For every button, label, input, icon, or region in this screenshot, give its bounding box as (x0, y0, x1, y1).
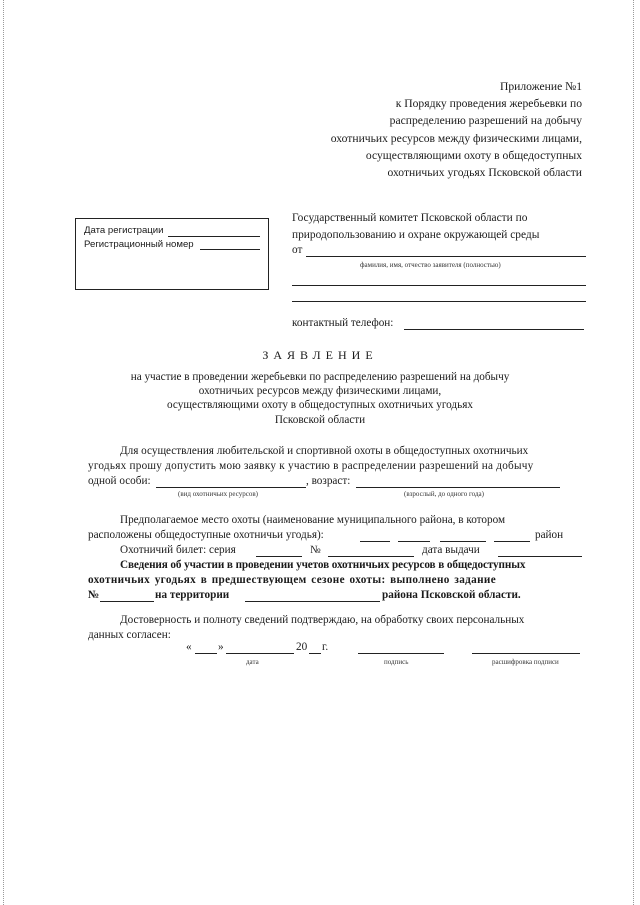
district-field-3[interactable] (440, 541, 486, 542)
consent-line1: Достоверность и полноту сведений подтверждаю, на обработку своих персональных (120, 614, 525, 626)
registration-date-label: Дата регистрации (84, 225, 164, 236)
appendix-line: охотничьих угодьях Псковской области (387, 166, 582, 180)
subtitle-line: на участие в проведении жеребьевки по распределению разрешений на добычу (130, 371, 510, 383)
registration-date-field[interactable] (168, 236, 260, 237)
ticket-series-field[interactable] (256, 556, 302, 557)
subtitle-line: Псковской области (274, 413, 366, 426)
applicant-name-field[interactable] (306, 256, 586, 257)
date-month-field[interactable] (226, 653, 294, 654)
appendix-line: осуществляющими охоту в общедоступных (365, 148, 582, 162)
from-label: от (292, 244, 303, 256)
subtitle-line: осуществляющими охоту в общедоступных охотничьих угодьях (167, 399, 473, 412)
district-label: район (535, 529, 564, 541)
registration-number-field[interactable] (200, 249, 260, 250)
phone-label: контактный телефон: (292, 317, 394, 329)
registration-box (75, 218, 269, 290)
consent-line2: данных согласен: (88, 629, 171, 641)
signature-field[interactable] (358, 653, 444, 654)
addressee-line: природопользованию и охране окружающей среды (292, 229, 540, 241)
applicant-name-field-2[interactable] (292, 285, 586, 286)
date-caption: дата (246, 658, 259, 666)
census-task-number-field[interactable] (100, 601, 154, 602)
age-caption: (взрослый, до одного года) (404, 490, 484, 498)
date-day-field[interactable] (195, 653, 217, 654)
date-year-suffix: г. (322, 641, 329, 653)
date-year-prefix: 20 (296, 641, 308, 653)
issue-date-field[interactable] (498, 556, 582, 557)
appendix-line: к Порядку проведения жеребьевки по (395, 97, 582, 111)
district-field-4[interactable] (494, 541, 530, 542)
ticket-number-field[interactable] (328, 556, 414, 557)
scan-edge-right (633, 0, 634, 905)
census-line1: Сведения об участии в проведении учетов охотничьих ресурсов в общедоступных (120, 559, 526, 571)
issue-date-label: дата выдачи (422, 544, 480, 556)
addressee-line: Государственный комитет Псковской области по (292, 212, 528, 224)
ticket-number-sign: № (310, 544, 321, 556)
species-field[interactable] (156, 487, 306, 488)
decode-caption: расшифровка подписи (492, 658, 559, 666)
species-caption: (вид охотничьих ресурсов) (178, 490, 258, 498)
place-line2: расположены общедоступные охотничьи угодья): (88, 529, 324, 541)
para1-line2: угодьях прошу допустить мою заявку к участию в распределении разрешений на добычу (88, 460, 534, 472)
appendix-line: охотничьих ресурсов между физическими лицами, (330, 131, 582, 145)
place-line1: Предполагаемое место охоты (наименование муниципального района, в котором (120, 514, 506, 526)
signature-caption: подпись (384, 658, 409, 666)
age-field[interactable] (356, 487, 560, 488)
date-open-quote: « (186, 641, 192, 653)
census-district-field[interactable] (245, 601, 380, 602)
district-field-2[interactable] (398, 541, 430, 542)
signature-decode-field[interactable] (472, 653, 580, 654)
document-subtitle (100, 370, 540, 427)
date-close-quote: » (218, 641, 224, 653)
registration-number-label: Регистрационный номер (84, 239, 194, 250)
appendix-line: распределению разрешений на добычу (389, 114, 582, 128)
addressee-block (292, 210, 539, 244)
para1-line3-start: одной особи: (88, 475, 151, 487)
para1-line1: Для осуществления любительской и спортивной охоты в общедоступных охотничьих (120, 445, 529, 457)
census-line3-end: района Псковской области. (382, 589, 521, 601)
date-year-field[interactable] (309, 653, 321, 654)
applicant-name-field-3[interactable] (292, 301, 586, 302)
document-title: ЗАЯВЛЕНИЕ (262, 348, 378, 362)
subtitle-line: охотничьих ресурсов между физическими лицами, (198, 385, 442, 398)
applicant-name-caption: фамилия, имя, отчество заявителя (полностью) (360, 261, 501, 269)
district-field-1[interactable] (360, 541, 390, 542)
census-line2: охотничьих угодьях в предшествующем сезоне охоты: выполнено задание (88, 574, 497, 586)
appendix-header (302, 78, 582, 181)
census-number-sign: № (88, 589, 100, 601)
age-label: , возраст: (306, 475, 351, 487)
census-territory-label: на территории (155, 589, 230, 601)
appendix-line: Приложение №1 (500, 80, 582, 93)
ticket-label: Охотничий билет: серия (120, 544, 236, 556)
scan-edge-left (3, 0, 4, 905)
phone-field[interactable] (404, 329, 584, 330)
